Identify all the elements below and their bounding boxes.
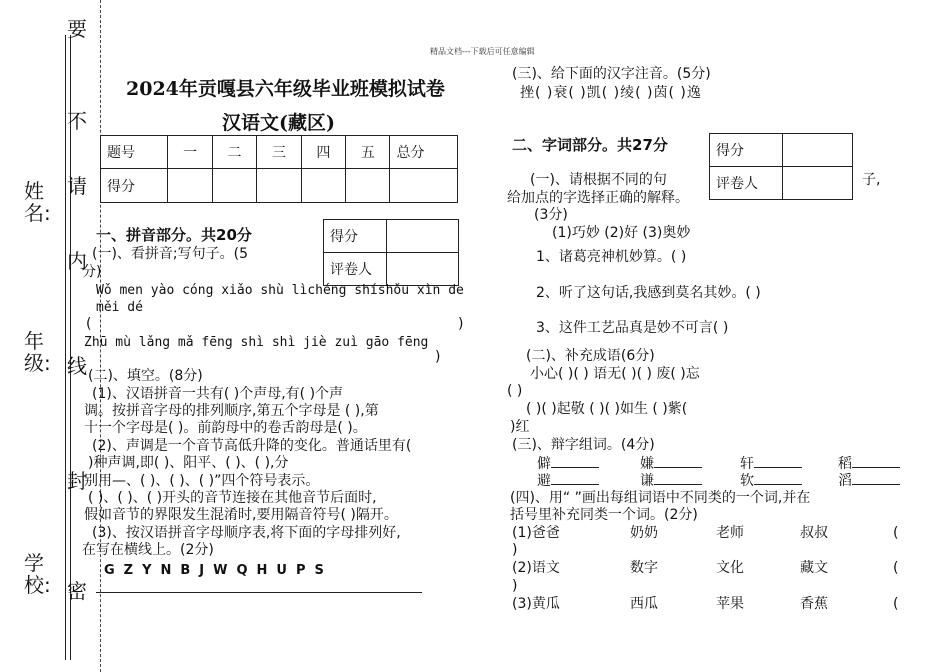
r-q4-row3-word3: 苹果 — [716, 596, 744, 612]
r-q4-row2-paren: ( — [893, 560, 899, 576]
q2-1-line3: 十一个字母是( )。前韵母中的卷舌韵母是( )。 — [84, 420, 367, 436]
q2-2-line4: ( )、( )、( )开头的音节连接在其他音节后面时, — [88, 490, 377, 506]
pinyin-line-2: Zhū mù lǎng mǎ fēng shì shì jiè zuì gāo fēng — [84, 335, 429, 350]
r-q3-word — [537, 455, 599, 473]
score-cell[interactable] — [257, 169, 301, 203]
r-q4-row1-word2: 奶奶 — [630, 525, 658, 541]
score-cell[interactable] — [346, 169, 390, 203]
q2-3-line2: 在写在横线上。(2分) — [82, 542, 214, 558]
score-header-1: 一 — [168, 136, 212, 169]
r-q3-char: 嫌 — [640, 456, 654, 472]
seal-char-xian: 线 — [67, 354, 87, 378]
pinyin-line-1b: měi dé — [96, 300, 143, 315]
r-q3-word — [640, 472, 702, 490]
r-q2-line2: ( )( )起敬 ( )( )如生 ( )紫( — [526, 401, 688, 417]
r-q3-blank[interactable] — [754, 455, 802, 468]
q2-2-line3: 别用—、( )、( )、( )”四个符号表示。 — [84, 473, 320, 489]
q2-2-line5: 假如音节的界限发生混淆时,要用隔音符号( )隔开。 — [84, 507, 398, 523]
r-q3-blank[interactable] — [551, 455, 599, 468]
r-q3-char: 僻 — [537, 456, 551, 472]
r-q1: (一)、请根据不同的句 — [530, 172, 667, 188]
answer-paren-close-1: ) — [458, 316, 464, 332]
r-q4-title: (四)、用“ ”画出每组词语中不同类的一个词,并在 — [510, 490, 811, 506]
r-q3-char: 稻 — [838, 456, 852, 472]
r-q1-zi: 子, — [862, 172, 881, 188]
r-q3-word — [740, 472, 802, 490]
r-q3-word — [740, 455, 802, 473]
score-header-5: 五 — [346, 136, 390, 169]
r-q4-row2-word4: 藏文 — [800, 560, 828, 576]
r-q4-row3-word4: 香蕉 — [800, 596, 828, 612]
section2-title: 二、字词部分。共27分 — [512, 136, 668, 154]
grader-table-left — [323, 219, 459, 286]
seal-char-nei: 内 — [67, 249, 87, 273]
r-section3-title: (三)、给下面的汉字注音。(5分) — [512, 66, 711, 82]
name-label: 姓名: — [24, 179, 51, 225]
grader-table-right — [709, 133, 853, 200]
r-q3-blank[interactable] — [654, 455, 702, 468]
r-q4-row3-paren: ( — [893, 596, 899, 612]
answer-paren-close-2: ) — [435, 349, 441, 365]
q2-2-line1: (2)、声调是一个音节高低升降的变化。普通话里有( — [92, 438, 412, 454]
score-row-label: 得分 — [101, 169, 168, 203]
r-q3-blank[interactable] — [654, 472, 702, 485]
r-q3-char: 谦 — [640, 473, 654, 489]
q2-1-line2: 调。按拼音字母的排列顺序,第五个字母是 ( ),第 — [84, 403, 379, 419]
r-q3-word — [838, 472, 900, 490]
r-q3-word — [537, 472, 599, 490]
r-q2-line2b: )红 — [510, 419, 530, 435]
r-q3-blank[interactable] — [754, 472, 802, 485]
score-table — [100, 135, 458, 203]
r-q1-options: (1)巧妙 (2)好 (3)奥妙 — [552, 225, 691, 241]
grader-score-cell[interactable] — [387, 220, 459, 253]
r-q4-row3-word1: (3)黄瓜 — [512, 596, 560, 612]
grader-name-cell-right[interactable] — [783, 167, 853, 200]
score-cell[interactable] — [212, 169, 256, 203]
r-q3-word — [640, 455, 702, 473]
r-sentence-3: 3、这件工艺品真是妙不可言( ) — [536, 320, 729, 336]
score-cell[interactable] — [301, 169, 345, 203]
letter-sequence: GZYNBJWQHUPS — [104, 563, 333, 578]
r-q3-blank[interactable] — [852, 455, 900, 468]
r-q3-char: 软 — [740, 473, 754, 489]
score-header-total: 总分 — [390, 136, 458, 169]
grader-score-cell-right[interactable] — [783, 134, 853, 167]
q2-2-line2: )种声调,即( )、阳平、( )、( ),分 — [88, 455, 289, 471]
r-q4-row2-word3: 文化 — [716, 560, 744, 576]
header-note: 精品文档---下载后可任意编辑 — [430, 47, 535, 56]
r-sentence-1: 1、诸葛亮神机妙算。( ) — [536, 249, 687, 265]
section1-q1: (一)、看拼音;写句子。(5 — [92, 246, 249, 262]
score-header-4: 四 — [301, 136, 345, 169]
r-q4-row1-word1: (1)爸爸 — [512, 525, 560, 541]
r-q4-row2-close: ) — [512, 578, 518, 594]
binding-line — [65, 35, 66, 660]
r-q4-row1-word4: 叔叔 — [800, 525, 828, 541]
r-q4-row3-word2: 西瓜 — [630, 596, 658, 612]
score-header-number: 题号 — [101, 136, 168, 169]
r-section3-chars: 挫( )衰( )凯( )绫( )茵( )逸 — [520, 85, 702, 101]
answer-paren-open: ( — [86, 316, 92, 332]
section1-title: 一、拼音部分。共20分 — [96, 226, 252, 244]
r-q3-blank[interactable] — [551, 472, 599, 485]
q2-1-line1: (1)、汉语拼音一共有( )个声母,有( )个声 — [92, 386, 344, 402]
grade-label: 年级: — [24, 329, 51, 375]
grader-name-cell[interactable] — [387, 253, 459, 286]
r-q2-line1: 小心( )( ) 语无( )( ) 废( )忘 — [530, 366, 700, 382]
r-q1-score: (3分) — [534, 207, 568, 223]
exam-subtitle: 汉语文(藏区) — [222, 112, 335, 134]
score-cell[interactable] — [168, 169, 212, 203]
r-q4-line2: 括号里补充同类一个词。(2分) — [510, 507, 698, 523]
r-sentence-2: 2、听了这句话,我感到莫名其妙。( ) — [536, 285, 761, 301]
grader-name-label-right: 评卷人 — [710, 167, 783, 200]
r-q4-row2-word2: 数字 — [630, 560, 658, 576]
seal-char-feng: 封 — [67, 469, 87, 493]
seal-char-qing: 请 — [67, 174, 87, 198]
grader-score-label: 得分 — [324, 220, 387, 253]
r-q3-char: 滔 — [838, 473, 852, 489]
r-q3-char: 轩 — [740, 456, 754, 472]
seal-char-bu: 不 — [67, 109, 87, 133]
letter-answer-line[interactable] — [96, 592, 422, 593]
grader-name-label: 评卷人 — [324, 253, 387, 286]
section1-q2: (二)、填空。(8分) — [88, 368, 203, 384]
score-header-3: 三 — [257, 136, 301, 169]
r-q3-title: (三)、辩字组词。(4分) — [512, 437, 655, 453]
r-q4-row2-word1: (2)语文 — [512, 560, 560, 576]
r-q4-row1-paren: ( — [893, 525, 899, 541]
r-q2-line1b: ( ) — [507, 383, 523, 399]
q2-3-line1: (3)、按汉语拼音字母顺序表,将下面的字母排列好, — [92, 525, 401, 541]
r-q3-char: 避 — [537, 473, 551, 489]
grader-score-label-right: 得分 — [710, 134, 783, 167]
r-q2-title: (二)、补充成语(6分) — [526, 348, 655, 364]
r-q4-row1-word3: 老师 — [716, 525, 744, 541]
r-q4-row1-close: ) — [512, 542, 518, 558]
r-q3-word — [838, 455, 900, 473]
seal-char-mi: 密 — [67, 579, 87, 603]
school-label: 学校: — [24, 551, 51, 597]
section1-q1-score: 分) — [82, 264, 102, 280]
score-cell[interactable] — [390, 169, 458, 203]
r-q1-line2: 给加点的字选择正确的解释。 — [507, 190, 689, 206]
r-q3-blank[interactable] — [852, 472, 900, 485]
score-header-2: 二 — [212, 136, 256, 169]
exam-title: 2024年贡嘎县六年级毕业班模拟试卷 — [126, 78, 445, 100]
seal-char-yao: 要 — [67, 17, 87, 41]
pinyin-line-1: Wǒ men yào cóng xiǎo shù lìchéng shíshǒu xìn de — [96, 283, 464, 298]
